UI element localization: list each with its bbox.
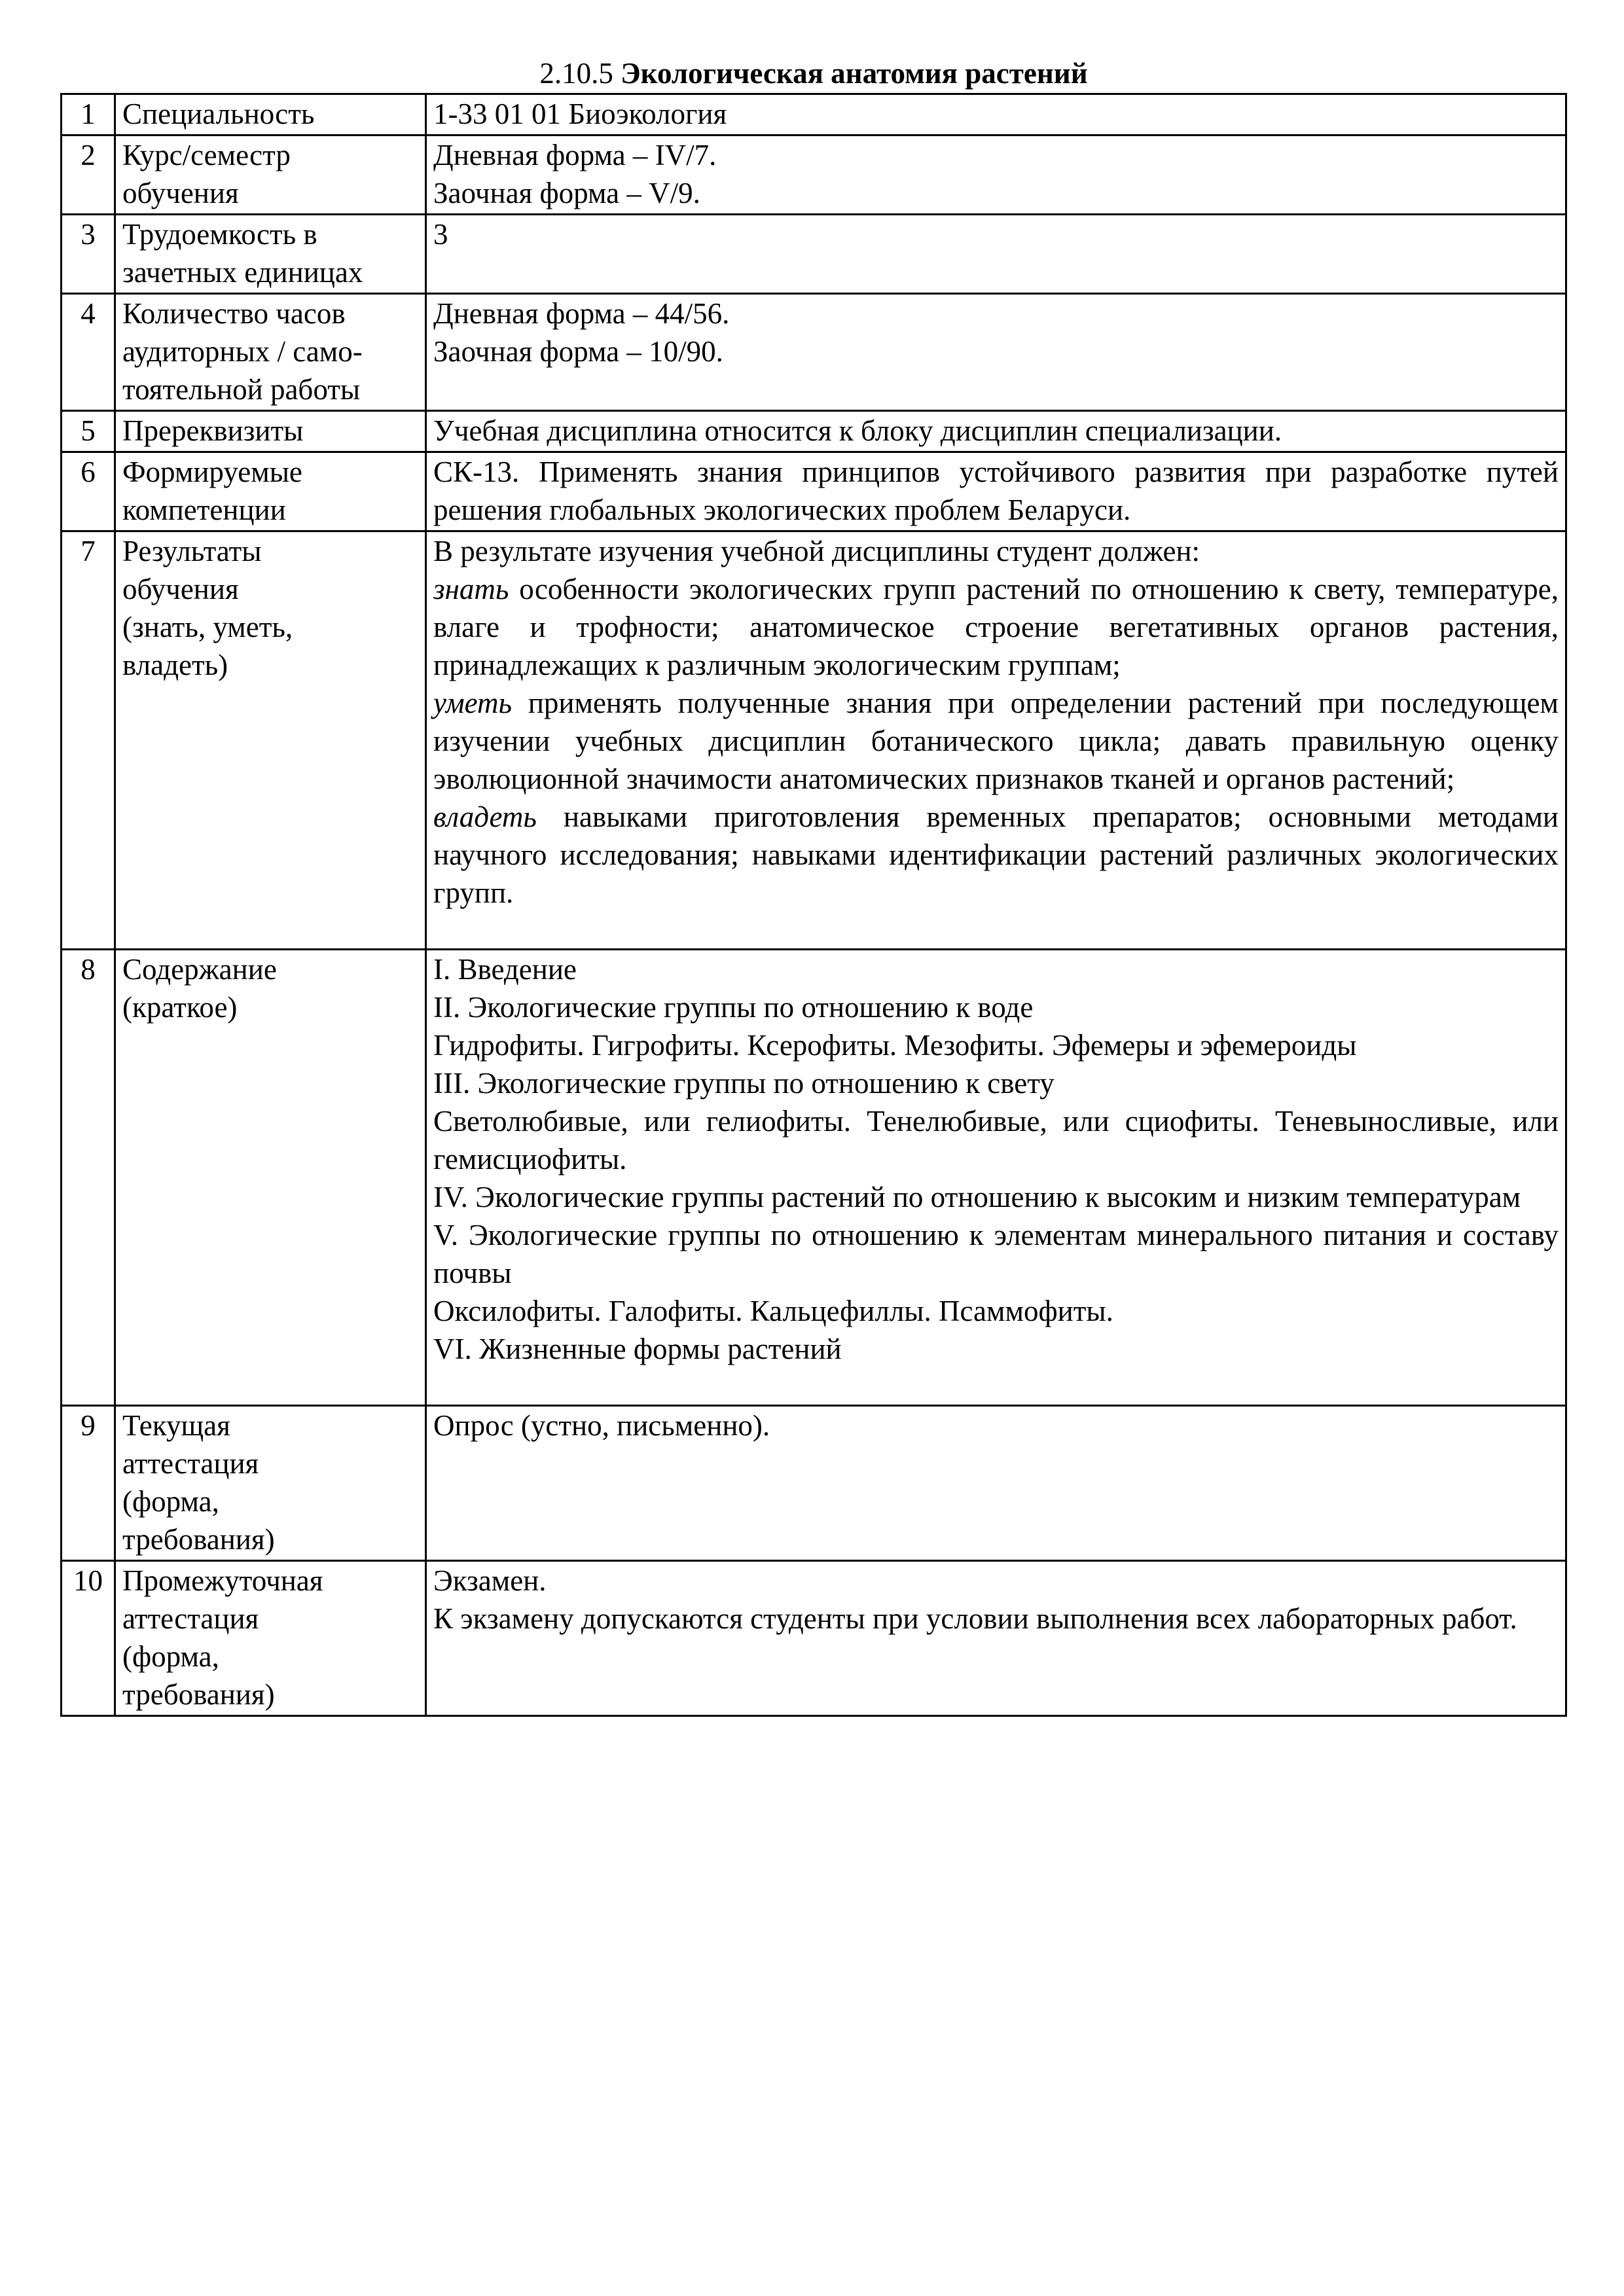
- row-value-line: 1-33 01 01 Биоэкология: [433, 98, 727, 130]
- outcome-be-able: [433, 684, 1559, 798]
- row-value-line: Учебная дисциплина относится к блоку дисциплин специализации.: [433, 414, 1282, 447]
- row-value: [426, 452, 1566, 531]
- outcome-text: навыками приготовления временных препаратов; основными методами научного исследования; навыками идентификации растений различных экологических групп.: [433, 800, 1559, 909]
- outcome-keyword: уметь: [433, 687, 512, 719]
- row-value: [426, 294, 1566, 411]
- table-row-intermediate-assessment: [62, 1561, 1566, 1716]
- row-value-line: Экзамен.: [433, 1564, 547, 1597]
- row-number: 4: [62, 294, 115, 411]
- row-value-line: Дневная форма – IV/7.: [433, 139, 717, 171]
- table-row-credits: [62, 215, 1566, 294]
- table-row-specialty: [62, 94, 1566, 135]
- row-label-line: Содержание: [122, 953, 277, 986]
- outcomes-intro: В результате изучения учебной дисциплины студент должен:: [433, 535, 1200, 567]
- row-number: 5: [62, 411, 115, 452]
- table-row-prerequisites: [62, 411, 1566, 452]
- row-label-line: Текущая: [122, 1409, 230, 1442]
- row-value: [426, 215, 1566, 294]
- row-label: [115, 950, 426, 1406]
- row-label-line: Пререквизиты: [122, 414, 304, 447]
- table-row-content: [62, 950, 1566, 1406]
- discipline-name: Экологическая анатомия растений: [621, 57, 1088, 90]
- row-value: [426, 1406, 1566, 1561]
- row-number: 7: [62, 531, 115, 950]
- row-label: [115, 1406, 426, 1561]
- row-value: [426, 94, 1566, 135]
- row-value-line: Опрос (устно, письменно).: [433, 1409, 770, 1442]
- row-label: [115, 294, 426, 411]
- content-section: IV. Экологические группы растений по отношению к высоким и низким температурам: [433, 1181, 1521, 1213]
- table-row-learning-outcomes: [62, 531, 1566, 950]
- row-value: [426, 135, 1566, 215]
- row-value-line: Заочная форма – 10/90.: [433, 335, 723, 368]
- row-value-paragraph: К экзамену допускаются студенты при условии выполнения всех лабораторных работ.: [433, 1602, 1517, 1635]
- row-label-line: требования): [122, 1523, 275, 1556]
- row-label-line: тоятельной работы: [122, 373, 361, 406]
- row-label-line: обучения: [122, 573, 239, 605]
- row-label: [115, 411, 426, 452]
- content-section: III. Экологические группы по отношению к свету: [433, 1067, 1055, 1100]
- row-label-line: владеть): [122, 649, 228, 681]
- row-label: [115, 452, 426, 531]
- row-label-line: Специальность: [122, 98, 315, 130]
- row-value: [426, 950, 1566, 1406]
- content-section: VI. Жизненные формы растений: [433, 1333, 842, 1365]
- row-label-line: Трудоемкость в: [122, 218, 317, 251]
- section-number: 2.10.5: [539, 57, 613, 90]
- row-value-line: 3: [433, 218, 448, 251]
- row-label-line: (краткое): [122, 991, 238, 1024]
- row-label: [115, 1561, 426, 1716]
- row-label-line: компетенции: [122, 493, 286, 526]
- content-section: V. Экологические группы по отношению к элементам минерального питания и составу почвы: [433, 1219, 1559, 1289]
- row-label: [115, 135, 426, 215]
- outcome-know: [433, 570, 1559, 684]
- row-label-line: Результаты: [122, 535, 262, 567]
- outcome-keyword: знать: [433, 573, 509, 605]
- row-number: 8: [62, 950, 115, 1406]
- content-section: II. Экологические группы по отношению к воде: [433, 991, 1034, 1024]
- row-label-line: аудиторных / само-: [122, 335, 363, 368]
- row-number: 10: [62, 1561, 115, 1716]
- row-label: [115, 215, 426, 294]
- row-label-line: Количество часов: [122, 297, 346, 330]
- row-label-line: Формируемые: [122, 456, 302, 488]
- row-number: 1: [62, 94, 115, 135]
- content-topics: Гидрофиты. Гигрофиты. Ксерофиты. Мезофиты. Эфемеры и эфемероиды: [433, 1029, 1357, 1062]
- row-value: [426, 531, 1566, 950]
- outcome-text: особенности экологических групп растений по отношению к свету, температуре, влаге и трофности; анатомическое строение вегетативных органов растения, принадлежащих к различным экологическим группам;: [433, 573, 1559, 681]
- row-label-line: аттестация: [122, 1447, 259, 1480]
- content-topics: Светолюбивые, или гелиофиты. Тенелюбивые, или сциофиты. Теневыносливые, или гемисциофиты.: [433, 1105, 1559, 1175]
- row-value: [426, 411, 1566, 452]
- row-label-line: (форма,: [122, 1640, 219, 1673]
- outcome-keyword: владеть: [433, 800, 537, 833]
- row-label-line: требования): [122, 1678, 275, 1711]
- row-value-paragraph: СК-13. Применять знания принципов устойчивого развития при разработке путей решения глобальных экологических проблем Беларуси.: [433, 456, 1559, 526]
- row-value: [426, 1561, 1566, 1716]
- row-label: [115, 94, 426, 135]
- table-row-competencies: [62, 452, 1566, 531]
- table-row-course-semester: [62, 135, 1566, 215]
- row-number: 2: [62, 135, 115, 215]
- table-row-hours: [62, 294, 1566, 411]
- row-label-line: (знать, уметь,: [122, 611, 293, 643]
- content-section: I. Введение: [433, 953, 577, 986]
- outcome-text: применять полученные знания при определении растений при последующем изучении учебных дисциплин ботанического цикла; давать правильную оценку эволюционной значимости анатомических признаков тканей и органов растений;: [433, 687, 1559, 795]
- row-label-line: зачетных единицах: [122, 256, 363, 289]
- row-value-line: Дневная форма – 44/56.: [433, 297, 730, 330]
- row-label-line: аттестация: [122, 1602, 259, 1635]
- row-label-line: (форма,: [122, 1485, 219, 1518]
- row-label-line: обучения: [122, 177, 239, 209]
- discipline-table: [60, 93, 1567, 1717]
- row-label-line: Промежуточная: [122, 1564, 323, 1597]
- row-value-line: Заочная форма – V/9.: [433, 177, 700, 209]
- outcome-master: [433, 798, 1559, 912]
- row-label-line: Курс/семестр: [122, 139, 291, 171]
- content-topics: Оксилофиты. Галофиты. Кальцефиллы. Псаммофиты.: [433, 1295, 1113, 1327]
- row-number: 6: [62, 452, 115, 531]
- row-number: 3: [62, 215, 115, 294]
- document-title: [60, 55, 1567, 92]
- row-number: 9: [62, 1406, 115, 1561]
- row-label: [115, 531, 426, 950]
- table-row-current-assessment: [62, 1406, 1566, 1561]
